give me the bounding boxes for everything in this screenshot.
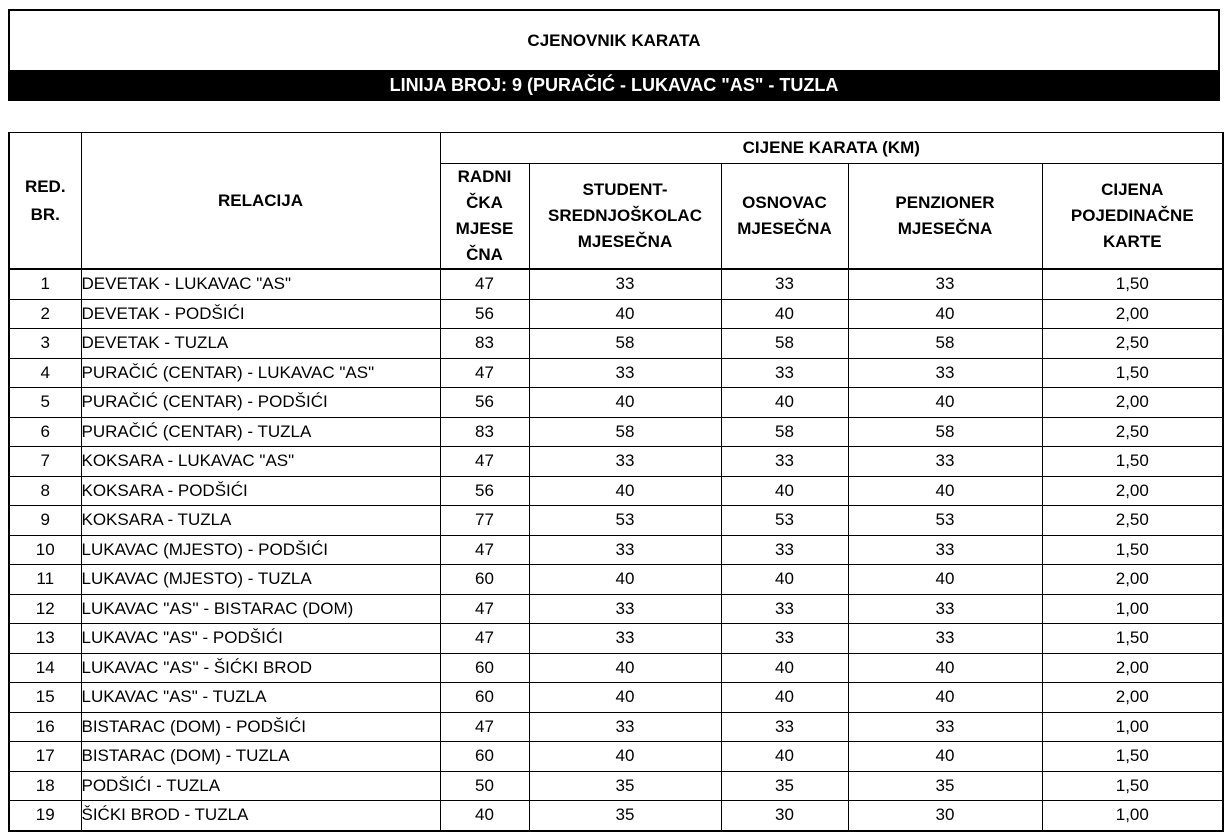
- cell-penzioner: 58: [848, 417, 1042, 447]
- table-row: [9, 594, 1223, 624]
- cell-radnicka: 56: [440, 476, 529, 506]
- cell-radnicka: 47: [440, 594, 529, 624]
- table-row: [9, 535, 1223, 565]
- cell-pojedinacna: 2,50: [1042, 417, 1223, 447]
- cell-penzioner: 33: [848, 624, 1042, 654]
- cell-osnovac: 58: [721, 417, 848, 447]
- table-row: [9, 447, 1223, 477]
- cell-penzioner: 33: [848, 594, 1042, 624]
- cell-penzioner: 58: [848, 329, 1042, 359]
- cell-pojedinacna: 1,00: [1042, 801, 1223, 831]
- cell-penzioner: 33: [848, 447, 1042, 477]
- table-row: [9, 742, 1223, 772]
- table-row: [9, 476, 1223, 506]
- cell-student: 40: [529, 742, 721, 772]
- cell-red-br: 7: [9, 447, 81, 477]
- cell-pojedinacna: 2,00: [1042, 476, 1223, 506]
- cell-red-br: 8: [9, 476, 81, 506]
- cell-relacija: PURAČIĆ (CENTAR) - PODŠIĆI: [81, 388, 440, 418]
- cell-radnicka: 83: [440, 417, 529, 447]
- cell-penzioner: 40: [848, 476, 1042, 506]
- cell-pojedinacna: 1,50: [1042, 771, 1223, 801]
- cell-red-br: 6: [9, 417, 81, 447]
- cell-student: 33: [529, 358, 721, 388]
- table-row: [9, 683, 1223, 713]
- header-pojedinacna: [1042, 164, 1223, 270]
- cell-osnovac: 40: [721, 653, 848, 683]
- cell-student: 40: [529, 476, 721, 506]
- cell-red-br: 12: [9, 594, 81, 624]
- cell-osnovac: 40: [721, 388, 848, 418]
- cell-relacija: KOKSARA - LUKAVAC "AS": [81, 447, 440, 477]
- cell-radnicka: 60: [440, 565, 529, 595]
- cell-red-br: 10: [9, 535, 81, 565]
- cell-radnicka: 47: [440, 447, 529, 477]
- cell-student: 40: [529, 653, 721, 683]
- header-radnicka-text: RADNI ČKA MJESE ČNA: [455, 167, 514, 264]
- cell-osnovac: 40: [721, 683, 848, 713]
- header-red-br: [9, 133, 81, 270]
- cell-red-br: 17: [9, 742, 81, 772]
- cell-pojedinacna: 1,50: [1042, 447, 1223, 477]
- cell-penzioner: 35: [848, 771, 1042, 801]
- cell-osnovac: 40: [721, 476, 848, 506]
- cell-osnovac: 35: [721, 771, 848, 801]
- line-banner-text: LINIJA BROJ: 9 (PURAČIĆ - LUKAVAC "AS" - TUZLA: [389, 75, 839, 95]
- cell-penzioner: 53: [848, 506, 1042, 536]
- cell-pojedinacna: 1,00: [1042, 712, 1223, 742]
- cell-pojedinacna: 2,50: [1042, 506, 1223, 536]
- cell-penzioner: 33: [848, 358, 1042, 388]
- cell-radnicka: 47: [440, 535, 529, 565]
- cell-radnicka: 50: [440, 771, 529, 801]
- cell-radnicka: 77: [440, 506, 529, 536]
- table-row: [9, 712, 1223, 742]
- header-student-text: STUDENT- SREDNJOŠKOLAC MJESEČNA: [548, 180, 702, 251]
- header-red-br-text: RED. BR.: [24, 176, 66, 224]
- cell-relacija: LUKAVAC "AS" - TUZLA: [81, 683, 440, 713]
- cell-student: 58: [529, 329, 721, 359]
- table-row: [9, 388, 1223, 418]
- cell-red-br: 15: [9, 683, 81, 713]
- cell-relacija: LUKAVAC (MJESTO) - PODŠIĆI: [81, 535, 440, 565]
- cell-penzioner: 40: [848, 565, 1042, 595]
- cell-pojedinacna: 1,50: [1042, 624, 1223, 654]
- cell-radnicka: 40: [440, 801, 529, 831]
- cell-radnicka: 56: [440, 388, 529, 418]
- cell-relacija: BISTARAC (DOM) - TUZLA: [81, 742, 440, 772]
- cell-osnovac: 53: [721, 506, 848, 536]
- cell-penzioner: 30: [848, 801, 1042, 831]
- table-row: [9, 506, 1223, 536]
- cell-osnovac: 33: [721, 594, 848, 624]
- cell-pojedinacna: 2,00: [1042, 565, 1223, 595]
- cell-student: 33: [529, 535, 721, 565]
- cell-relacija: LUKAVAC "AS" - PODŠIĆI: [81, 624, 440, 654]
- cell-student: 40: [529, 388, 721, 418]
- header-row-top: [9, 133, 1223, 164]
- cell-radnicka: 60: [440, 742, 529, 772]
- cell-student: 40: [529, 683, 721, 713]
- cell-penzioner: 40: [848, 742, 1042, 772]
- cell-pojedinacna: 1,50: [1042, 535, 1223, 565]
- cell-relacija: BISTARAC (DOM) - PODŠIĆI: [81, 712, 440, 742]
- cell-student: 40: [529, 565, 721, 595]
- cell-penzioner: 40: [848, 653, 1042, 683]
- cell-relacija: DEVETAK - TUZLA: [81, 329, 440, 359]
- cell-osnovac: 40: [721, 565, 848, 595]
- cell-relacija: KOKSARA - TUZLA: [81, 506, 440, 536]
- cell-student: 53: [529, 506, 721, 536]
- cell-student: 40: [529, 299, 721, 329]
- cell-osnovac: 33: [721, 447, 848, 477]
- cell-radnicka: 47: [440, 624, 529, 654]
- cell-red-br: 18: [9, 771, 81, 801]
- header-cijene-group: CIJENE KARATA (KM): [440, 133, 1223, 164]
- cell-student: 33: [529, 624, 721, 654]
- header-relacija: RELACIJA: [81, 133, 440, 270]
- cell-pojedinacna: 2,00: [1042, 388, 1223, 418]
- cell-red-br: 2: [9, 299, 81, 329]
- table-row: [9, 329, 1223, 359]
- cell-pojedinacna: 2,00: [1042, 299, 1223, 329]
- price-table-body: [9, 269, 1223, 831]
- cell-osnovac: 33: [721, 535, 848, 565]
- document-title: [8, 9, 1220, 70]
- cell-pojedinacna: 1,50: [1042, 742, 1223, 772]
- cell-osnovac: 40: [721, 299, 848, 329]
- cell-radnicka: 47: [440, 712, 529, 742]
- cell-student: 33: [529, 594, 721, 624]
- cell-relacija: LUKAVAC (MJESTO) - TUZLA: [81, 565, 440, 595]
- cell-relacija: KOKSARA - PODŠIĆI: [81, 476, 440, 506]
- header-pojedinacna-text: CIJENA POJEDINAČNE KARTE: [1070, 180, 1194, 251]
- header-osnovac: [721, 164, 848, 270]
- table-row: [9, 771, 1223, 801]
- header-penzioner-text: PENZIONER MJESEČNA: [895, 193, 995, 238]
- cell-relacija: PURAČIĆ (CENTAR) - TUZLA: [81, 417, 440, 447]
- cell-pojedinacna: 2,50: [1042, 329, 1223, 359]
- cell-student: 33: [529, 269, 721, 299]
- cell-radnicka: 47: [440, 269, 529, 299]
- cell-student: 33: [529, 712, 721, 742]
- cell-osnovac: 33: [721, 269, 848, 299]
- header-penzioner: [848, 164, 1042, 270]
- cell-red-br: 4: [9, 358, 81, 388]
- cell-radnicka: 47: [440, 358, 529, 388]
- cell-relacija: ŠIĆKI BROD - TUZLA: [81, 801, 440, 831]
- cell-penzioner: 33: [848, 269, 1042, 299]
- document-title-text: CJENOVNIK KARATA: [527, 30, 701, 50]
- cell-relacija: LUKAVAC ''AS'' - ŠIĆKI BROD: [81, 653, 440, 683]
- cell-pojedinacna: 1,50: [1042, 269, 1223, 299]
- cell-pojedinacna: 2,00: [1042, 683, 1223, 713]
- cell-penzioner: 40: [848, 388, 1042, 418]
- cell-penzioner: 40: [848, 299, 1042, 329]
- cell-student: 33: [529, 447, 721, 477]
- cell-radnicka: 56: [440, 299, 529, 329]
- cell-red-br: 5: [9, 388, 81, 418]
- cell-pojedinacna: 2,00: [1042, 653, 1223, 683]
- table-row: [9, 565, 1223, 595]
- cell-red-br: 11: [9, 565, 81, 595]
- table-row: [9, 358, 1223, 388]
- table-row: [9, 624, 1223, 654]
- cell-osnovac: 33: [721, 358, 848, 388]
- cell-radnicka: 60: [440, 683, 529, 713]
- table-row: [9, 299, 1223, 329]
- cell-pojedinacna: 1,00: [1042, 594, 1223, 624]
- table-row: [9, 417, 1223, 447]
- header-student: [529, 164, 721, 270]
- cell-relacija: PURAČIĆ (CENTAR) - LUKAVAC "AS": [81, 358, 440, 388]
- cell-osnovac: 33: [721, 712, 848, 742]
- cell-student: 35: [529, 771, 721, 801]
- cell-relacija: DEVETAK - LUKAVAC "AS": [81, 269, 440, 299]
- header-radnicka: [440, 164, 529, 270]
- cell-red-br: 16: [9, 712, 81, 742]
- cell-penzioner: 40: [848, 683, 1042, 713]
- cell-osnovac: 30: [721, 801, 848, 831]
- cell-penzioner: 33: [848, 535, 1042, 565]
- cell-student: 35: [529, 801, 721, 831]
- cell-red-br: 14: [9, 653, 81, 683]
- cell-pojedinacna: 1,50: [1042, 358, 1223, 388]
- cell-red-br: 1: [9, 269, 81, 299]
- price-table: [8, 132, 1224, 832]
- cell-relacija: DEVETAK - PODŠIĆI: [81, 299, 440, 329]
- table-row: [9, 269, 1223, 299]
- cell-osnovac: 33: [721, 624, 848, 654]
- table-row: [9, 653, 1223, 683]
- cell-radnicka: 60: [440, 653, 529, 683]
- header-osnovac-text: OSNOVAC MJESEČNA: [737, 193, 832, 238]
- cell-student: 58: [529, 417, 721, 447]
- cell-red-br: 3: [9, 329, 81, 359]
- cell-red-br: 19: [9, 801, 81, 831]
- cell-osnovac: 58: [721, 329, 848, 359]
- table-row: [9, 801, 1223, 831]
- cell-relacija: PODŠIĆI - TUZLA: [81, 771, 440, 801]
- cell-osnovac: 40: [721, 742, 848, 772]
- cell-penzioner: 33: [848, 712, 1042, 742]
- line-banner: [8, 70, 1220, 101]
- cell-relacija: LUKAVAC ''AS'' - BISTARAC (DOM): [81, 594, 440, 624]
- cell-radnicka: 83: [440, 329, 529, 359]
- cell-red-br: 9: [9, 506, 81, 536]
- cell-red-br: 13: [9, 624, 81, 654]
